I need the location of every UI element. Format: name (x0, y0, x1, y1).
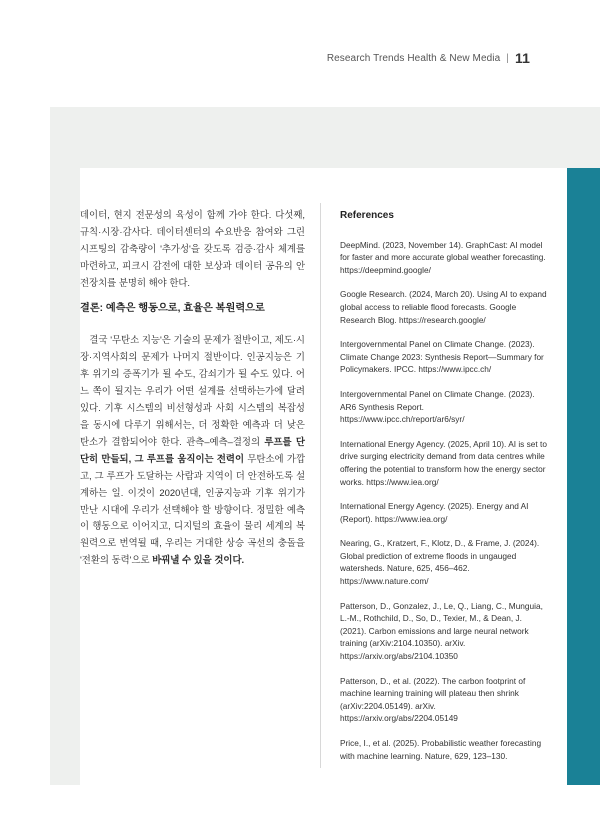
reference-item: Patterson, D., et al. (2022). The carbon footprint of machine learning training will plateau then shrink (arXiv:2204.05149). arXiv. https://arxiv.org/abs/2204.05149 (340, 675, 526, 724)
reference-item: Intergovernmental Panel on Climate Change. (2023). AR6 Synthesis Report. https://www.ipcc.ch/report/ar6/syr/ (340, 388, 535, 425)
reference-item: Price, I., et al. (2025). Probabilistic weather forecasting with machine learning. Nature, 629, 123–130. (340, 738, 542, 761)
intro-paragraph: 데이터, 현지 전문성의 육성이 함께 가야 한다. 다섯째, 규칙·시장·감사다. 데이터센터의 수요반응 참여와 그린 시프팅의 감축량이 '추가성'을 갖도록 검증·감사 체계를 마련하고, 피크시 감전에 대한 보상과 데이터 공유의 안전장치를 분명히 해야 한다. (80, 209, 305, 288)
section-heading: 결론: 예측은 행동으로, 효율은 복원력으로 (80, 302, 265, 314)
reference-item: Intergovernmental Panel on Climate Change. (2023). Climate Change 2023: Synthesis Report—Summary for Policymakers. IPCC. https://www.ipcc.ch/ (340, 339, 544, 375)
conclusion-text-1: 결국 '무탄소 지능'은 기술의 문제가 절반이고, 제도·시장·지역사회의 문제가 나머지 절반이다. 인공지능은 기후 위기의 증폭기가 될 수도, 감쇠기가 될 수도 있다. 어느 쪽이 될지는 우리가 어떤 설계를 선택하는가에 달려 있다. 기후 시스템의 비선형성과 사회 시스템의 복잡성을 동시에 다루기 위해서는, 더 정확한 예측과 더 낮은 탄소가 결합되어야 한다. 관측–예측–결정의 (80, 334, 305, 447)
reference-item: International Energy Agency. (2025, April 10). AI is set to drive surging electricity demand from data centres while offering the potential to transform how the energy sector works. https://www.iea.org/ (340, 438, 547, 487)
page-number: 11 (515, 50, 530, 66)
conclusion-paragraph (80, 332, 305, 569)
reference-item: Google Research. (2024, March 20). Using AI to expand global access to reliable flood forecasts. Google Research Blog. https://research.google/ (340, 289, 547, 325)
reference-item: Nearing, G., Kratzert, F., Klotz, D., & Frame, J. (2024). Global prediction of extreme floods in ungauged watersheds. Nature, 625, 456–462. https://www.nature.com/ (340, 538, 540, 587)
conclusion-text-2: 무탄소에 가깝고, 그 루프가 도달하는 사람과 지역이 더 안전하도록 설계하는 일. 이것이 2020년대, 인공지능과 기후 위기가 만난 시대에 우리가 선택해야 할 방향이다. 정밀한 예측이 행동으로 이어지고, 디지털의 효율이 물리 세계의 복원력으로 번역될 때, 우리는 거대한 상승 곡선의 충돌을 '전환의 동력'으로 (80, 452, 305, 566)
header-separator: | (506, 52, 509, 64)
references-title: References (340, 210, 394, 221)
reference-item: DeepMind. (2023, November 14). GraphCast: AI model for faster and more accurate global weather forecasting. https://deepmind.google/ (340, 239, 546, 275)
accent-side-bar (567, 168, 600, 785)
running-title: Research Trends Health & New Media (326, 52, 501, 64)
conclusion-emphasis-2: 바꿔낼 수 있을 것이다. (152, 554, 245, 566)
column-divider (320, 203, 321, 768)
references-column (340, 210, 547, 774)
conclusion-emphasis-1: 루프를 단단히 만들되, 그 루프를 움직이는 전력이 (80, 435, 305, 464)
reference-item: International Energy Agency. (2025). Energy and AI (Report). https://www.iea.org/ (340, 501, 529, 524)
reference-item: Patterson, D., Gonzalez, J., Le, Q., Liang, C., Munguia, L.-M., Rothchild, D., So, D., Texier, M., & Dean, J. (2021). Carbon emissions and large neural network training (arXiv:2104.10350). arXiv. https://arxiv.org/abs/2104.10350 (340, 600, 543, 662)
body-column (80, 207, 305, 569)
running-header (327, 50, 530, 66)
